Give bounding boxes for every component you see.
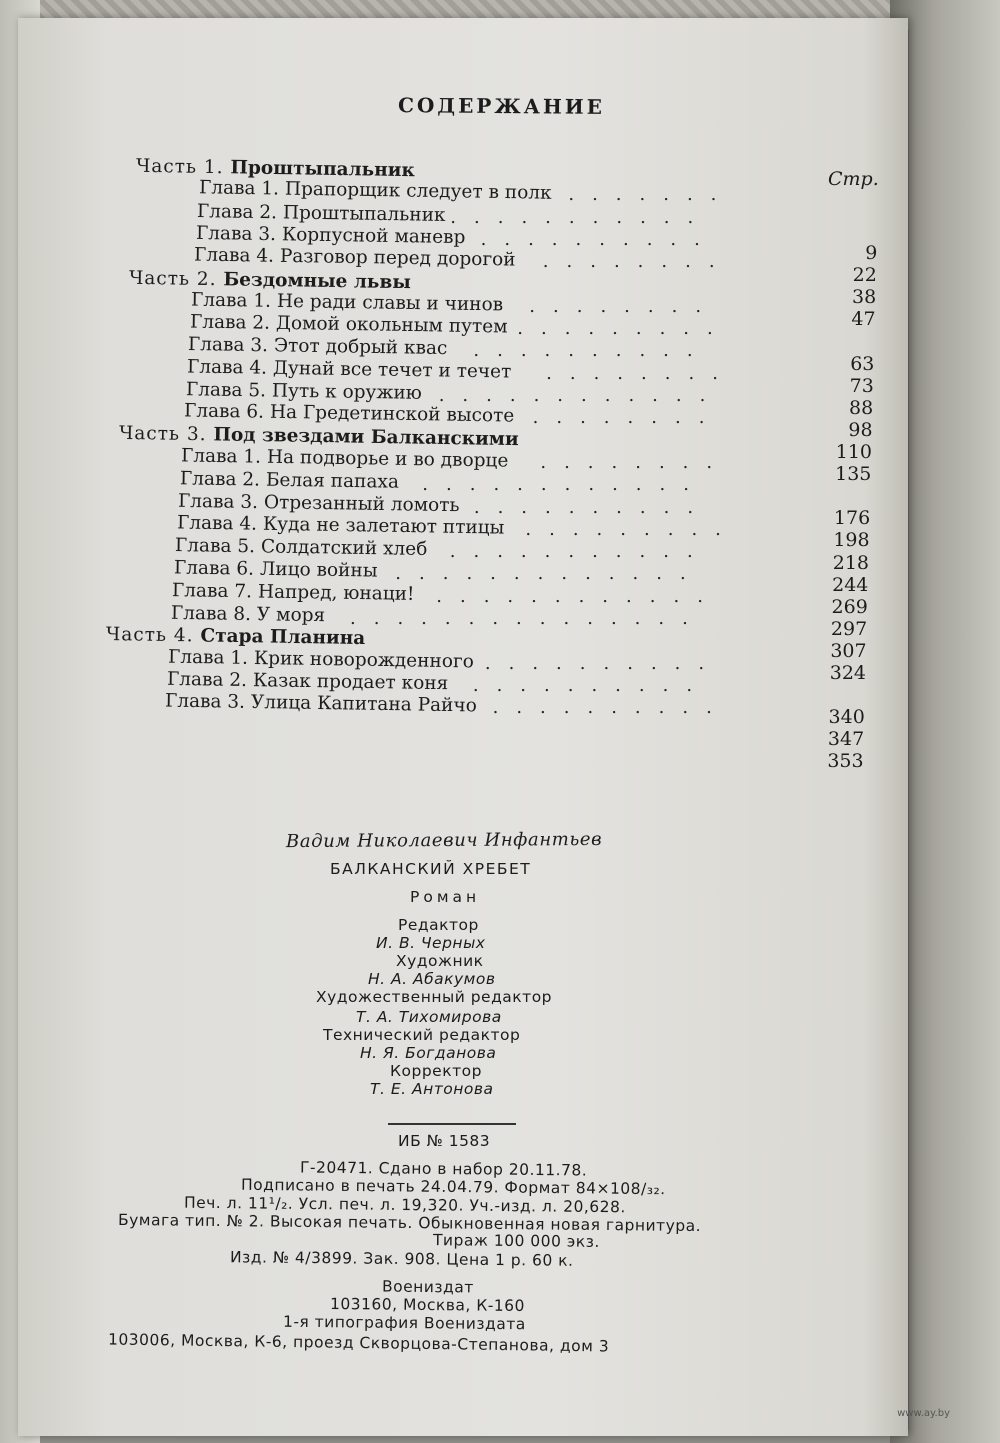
toc-number: Глава 3. bbox=[188, 334, 275, 357]
ib-number: ИБ № 1583 bbox=[398, 1132, 491, 1150]
toc-page-number: 88 bbox=[849, 396, 874, 419]
print-line: Печ. л. 11¹/₂. Усл. печ. л. 19,320. Уч.-изд. л. 20,628. bbox=[183, 1193, 626, 1217]
toc-page-number: 47 bbox=[851, 308, 876, 331]
toc-page-number: 353 bbox=[827, 750, 864, 773]
toc-title: Бездомные львы bbox=[223, 268, 411, 293]
toc-title: Дунай все течет и течет bbox=[272, 357, 512, 383]
toc-leader-dots: .......... bbox=[480, 228, 718, 250]
toc-page-number: 110 bbox=[835, 441, 872, 463]
credit-name: И. В. Черных bbox=[376, 934, 486, 952]
credit-name: Т. А. Тихомирова bbox=[356, 1008, 502, 1026]
toc-page-number: 98 bbox=[848, 418, 873, 441]
toc-number: Глава 8. bbox=[170, 602, 258, 626]
toc-number: Глава 1. bbox=[167, 646, 255, 669]
toc-leader-dots: ............. bbox=[395, 563, 704, 585]
toc-title: На Гредетинской высоте bbox=[269, 402, 515, 427]
toc-number: Часть 4. bbox=[105, 624, 201, 647]
credit-role: Технический редактор bbox=[323, 1026, 521, 1044]
toc-leader-dots: ......... bbox=[525, 518, 739, 540]
toc-page-number: 73 bbox=[849, 374, 874, 397]
toc-page-number: 22 bbox=[852, 264, 877, 287]
book-genre: Роман bbox=[410, 888, 481, 906]
toc-number: Часть 1. bbox=[135, 155, 231, 179]
divider-rule bbox=[388, 1123, 516, 1125]
toc-leader-dots: ........ bbox=[529, 295, 720, 317]
toc-leader-dots: ........ bbox=[542, 251, 733, 273]
toc-leader-dots: ........... bbox=[450, 206, 712, 228]
toc-page-number: 176 bbox=[833, 507, 871, 530]
toc-number: Глава 4. bbox=[186, 356, 274, 379]
toc-page-number: 297 bbox=[830, 617, 868, 640]
toc-title: Путь к оружию bbox=[271, 380, 422, 404]
publisher-line: Воениздат bbox=[381, 1277, 474, 1297]
toc-number: Глава 2. bbox=[166, 668, 253, 692]
toc-leader-dots: .......... bbox=[473, 340, 711, 362]
toc-page-number: 340 bbox=[828, 706, 865, 729]
toc-number: Глава 5. bbox=[175, 535, 262, 558]
toc-title: Напред, юнаци! bbox=[258, 581, 416, 605]
credit-name: Н. Я. Богданова bbox=[360, 1044, 497, 1062]
toc-page-number: 198 bbox=[833, 529, 870, 552]
toc-title: На подворье и во дворце bbox=[266, 446, 509, 472]
toc-chapter-row bbox=[171, 603, 326, 627]
toc-title: Этот добрый квас bbox=[274, 335, 448, 360]
toc-leader-dots: ............... bbox=[350, 608, 706, 629]
toc-title: Под звездами Балканскими bbox=[212, 423, 519, 450]
watermark: www.ay.by bbox=[897, 1408, 950, 1419]
toc-leader-dots: ....... bbox=[568, 184, 735, 206]
toc-number: Часть 3. bbox=[118, 422, 214, 445]
page-column-label: Стр. bbox=[828, 168, 879, 190]
toc-page-number: 9 bbox=[865, 242, 878, 265]
toc-page-number: 269 bbox=[831, 595, 868, 618]
toc-page-number: 218 bbox=[832, 551, 869, 574]
credit-role: Художник bbox=[396, 952, 484, 970]
toc-page-number: 244 bbox=[832, 573, 869, 596]
toc-title: Солдатский хлеб bbox=[261, 536, 428, 561]
toc-number: Глава 2. bbox=[179, 468, 266, 491]
toc-leader-dots: ........... bbox=[449, 541, 711, 563]
toc-title: Отрезанный ломоть bbox=[263, 491, 460, 516]
toc-page-number: 135 bbox=[835, 463, 872, 486]
credit-role: Корректор bbox=[390, 1062, 482, 1080]
toc-page-number: 63 bbox=[850, 352, 875, 375]
toc-title: Крик новорожденного bbox=[253, 647, 475, 672]
toc-page-number: 347 bbox=[827, 728, 865, 751]
credit-name: Т. Е. Антонова bbox=[370, 1080, 494, 1098]
toc-number: Глава 7. bbox=[172, 579, 259, 603]
toc-leader-dots: .......... bbox=[484, 652, 723, 674]
toc-title: Лицо войны bbox=[259, 559, 378, 582]
publisher-line: 1-я типография Воениздата bbox=[282, 1312, 526, 1334]
toc-number: Часть 2. bbox=[128, 267, 224, 290]
print-line: Подписано в печать 24.04.79. Формат 84×108/₃₂. bbox=[240, 1175, 666, 1199]
print-line: Бумага тип. № 2. Высокая печать. Обыкновенная новая гарнитура. bbox=[117, 1210, 702, 1236]
print-line: Г-20471. Сдано в набор 20.11.78. bbox=[299, 1158, 588, 1180]
toc-number: Глава 2. bbox=[189, 311, 276, 334]
toc-number: Глава 4. bbox=[194, 244, 281, 268]
toc-leader-dots: ........ bbox=[546, 362, 736, 384]
toc-number: Глава 3. bbox=[195, 222, 282, 246]
toc-page-number: 324 bbox=[829, 662, 866, 684]
toc-title: Стара Планина bbox=[199, 625, 365, 650]
publisher-line: 103160, Москва, К-160 bbox=[329, 1294, 526, 1316]
toc-title: Куда не залетают птицы bbox=[262, 513, 505, 539]
publisher-line: 103006, Москва, К-6, проезд Скворцова-Степанова, дом 3 bbox=[107, 1330, 610, 1356]
book-title: БАЛКАНСКИЙ ХРЕБЕТ bbox=[330, 860, 532, 878]
toc-leader-dots: .......... bbox=[492, 697, 730, 719]
author-name: Вадим Николаевич Инфантьев bbox=[285, 828, 603, 853]
toc-title: Не ради славы и чинов bbox=[277, 290, 504, 316]
page-content bbox=[18, 18, 908, 1436]
toc-number: Глава 1. bbox=[181, 445, 268, 468]
toc-chapter-row bbox=[180, 468, 399, 493]
toc-leader-dots: ............ bbox=[422, 474, 707, 496]
toc-page-number: 38 bbox=[852, 286, 877, 309]
toc-leader-dots: ............ bbox=[436, 585, 721, 607]
toc-title: Белая папаха bbox=[265, 469, 399, 493]
toc-number: Глава 3. bbox=[178, 490, 265, 513]
toc-number: Глава 2. bbox=[196, 200, 284, 223]
book-page bbox=[18, 18, 908, 1436]
toc-chapter-row bbox=[174, 558, 378, 583]
toc-leader-dots: ........ bbox=[540, 451, 731, 473]
toc-leader-dots: ........ bbox=[532, 407, 723, 429]
print-line: Тираж 100 000 экз. bbox=[432, 1231, 600, 1251]
toc-title: Корпусной маневр bbox=[281, 224, 466, 249]
toc-leader-dots: .......... bbox=[472, 674, 711, 696]
toc-number: Глава 3. bbox=[165, 690, 252, 714]
toc-title: Разговор перед дорогой bbox=[279, 246, 516, 271]
toc-title: Проштыпальник bbox=[230, 157, 415, 182]
toc-part-row bbox=[129, 267, 411, 293]
toc-chapter-row bbox=[172, 580, 415, 606]
toc-title: У моря bbox=[256, 604, 326, 627]
toc-number: Глава 6. bbox=[173, 557, 260, 581]
toc-number: Глава 4. bbox=[176, 512, 263, 535]
credit-name: Н. А. Абакумов bbox=[368, 970, 496, 988]
toc-part-row bbox=[105, 624, 365, 650]
toc-title: Прапорщик следует в полк bbox=[284, 178, 552, 205]
credit-role: Художественный редактор bbox=[316, 988, 553, 1006]
toc-page-number: 307 bbox=[830, 639, 867, 662]
contents-heading: СОДЕРЖАНИЕ bbox=[397, 93, 606, 119]
credit-role: Редактор bbox=[398, 916, 479, 934]
toc-title: Проштыпальник bbox=[282, 201, 446, 226]
toc-title: Домой окольным путем bbox=[275, 312, 508, 338]
toc-number: Глава 6. bbox=[183, 400, 271, 424]
toc-leader-dots: .......... bbox=[473, 496, 712, 518]
toc-number: Глава 5. bbox=[185, 379, 272, 402]
toc-chapter-row bbox=[194, 245, 516, 272]
toc-leader-dots: ......... bbox=[517, 318, 731, 340]
print-line: Изд. № 4/3899. Зак. 908. Цена 1 р. 60 к. bbox=[229, 1248, 574, 1270]
toc-title: Улица Капитана Райчо bbox=[250, 692, 478, 717]
toc-title: Казак продает коня bbox=[252, 670, 449, 695]
toc-leader-dots: ............ bbox=[438, 385, 724, 406]
toc-number: Глава 1. bbox=[191, 289, 278, 312]
toc-chapter-row bbox=[165, 691, 477, 718]
toc-number: Глава 1. bbox=[198, 177, 285, 200]
